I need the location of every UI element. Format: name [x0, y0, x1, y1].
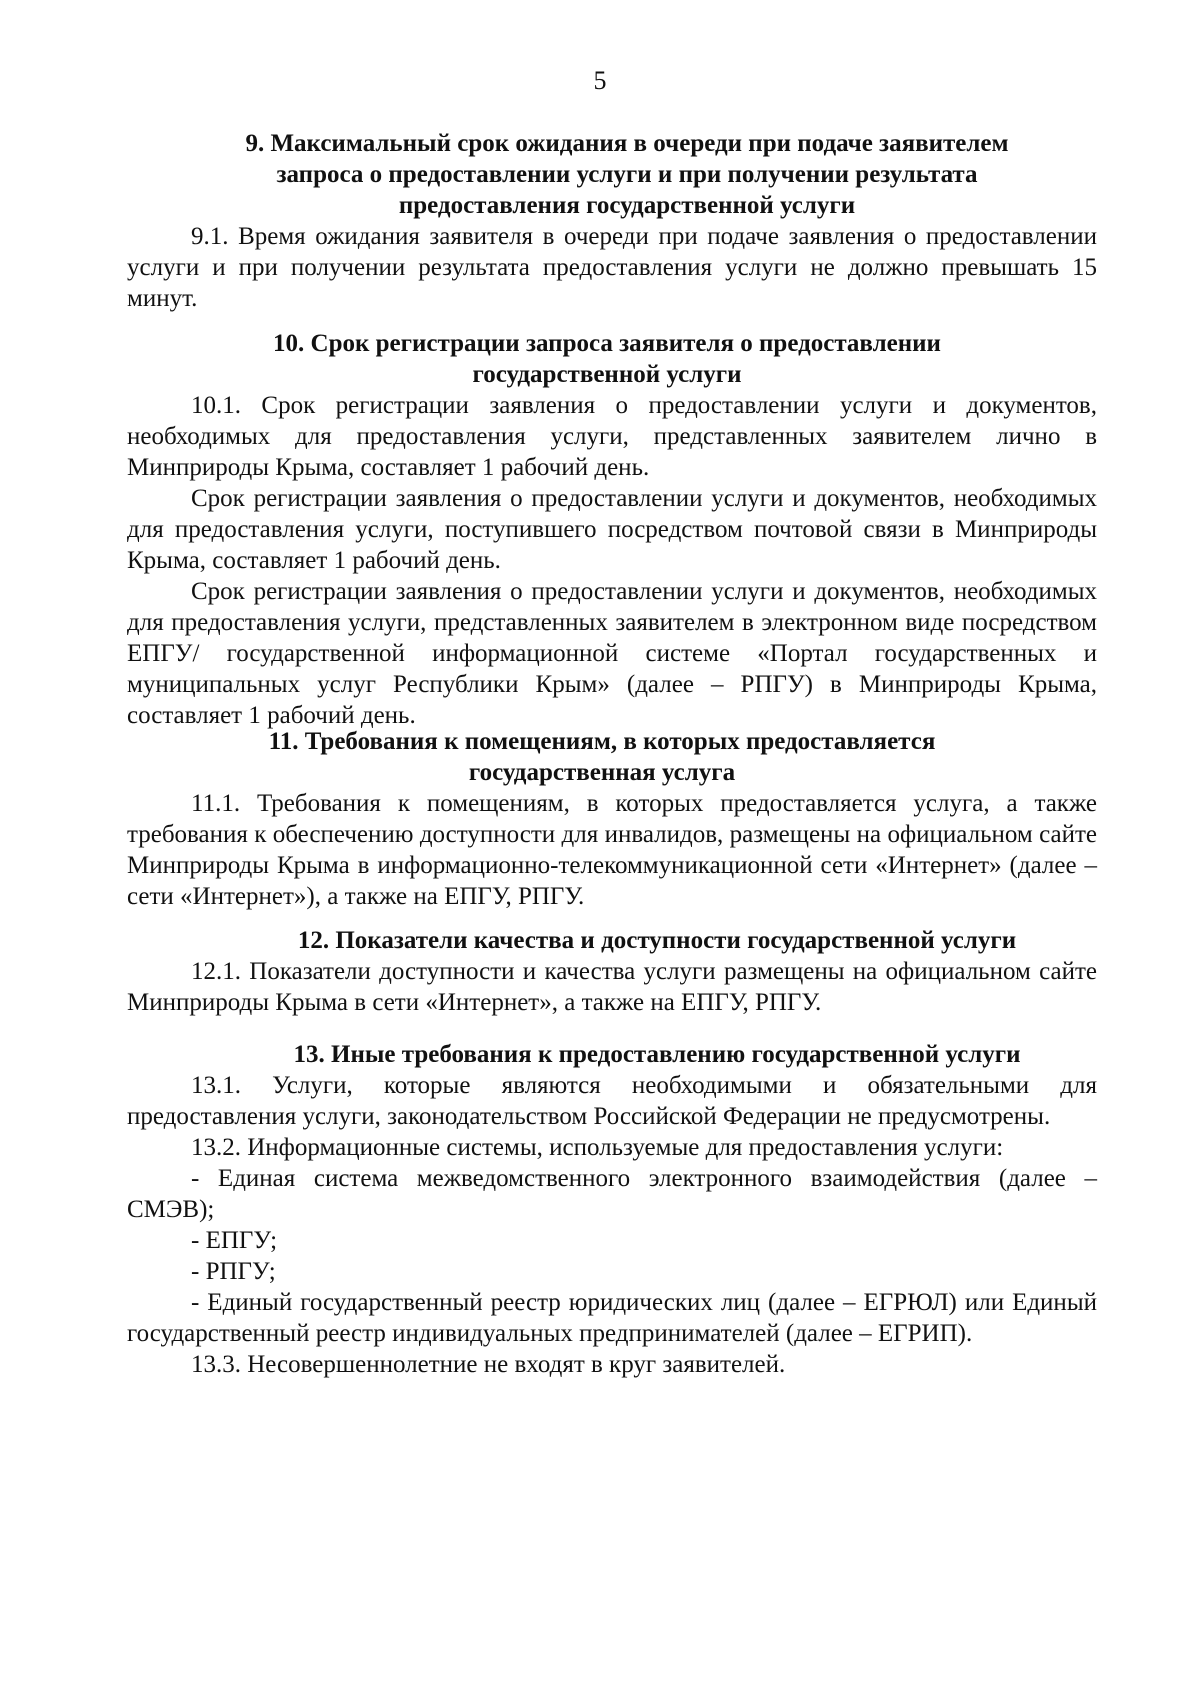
- list-item: - Единый государственный реестр юридических лиц (далее – ЕГРЮЛ) или Единый государственный реестр индивидуальных предпринимателей (далее – ЕГРИП).: [127, 1289, 1097, 1347]
- list-item: - РПГУ;: [191, 1258, 276, 1285]
- paragraph: 13.3. Несовершеннолетние не входят в круг заявителей.: [191, 1351, 786, 1378]
- section-9: [127, 128, 1097, 314]
- list-item: - Единая система межведомственного электронного взаимодействия (далее – СМЭВ);: [127, 1165, 1097, 1223]
- section-12: [127, 925, 1097, 1018]
- page-number: 5: [593, 66, 607, 95]
- list-item: - ЕПГУ;: [191, 1227, 278, 1254]
- section-13: [127, 1039, 1097, 1380]
- section-heading: 9. Максимальный срок ожидания в очереди при подаче заявителем запроса о предоставлении услуги и при получении результата предоставления государственной услуги: [245, 130, 1009, 219]
- paragraph: 13.2. Информационные системы, используемые для предоставления услуги:: [191, 1134, 1004, 1161]
- paragraph: Срок регистрации заявления о предоставлении услуги и документов, необходимых для предоставления услуги, представленных заявителем в электронном виде посредством ЕПГУ/ государственной информационной системе «Портал государственных и муниципальных услуг Республики Крым» (далее – РПГУ) в Минприроды Крыма, составляет 1 рабочий день.: [127, 578, 1097, 729]
- paragraph: 11.1. Требования к помещениям, в которых предоставляется услуга, а также требования к обеспечению доступности для инвалидов, размещены на официальном сайте Минприроды Крыма в информационно-телекоммуникационной сети «Интернет» (далее – сети «Интернет»), а также на ЕПГУ, РПГУ.: [127, 790, 1097, 910]
- paragraph: 9.1. Время ожидания заявителя в очереди при подаче заявления о предоставлении услуги и при получении результата предоставления услуги не должно превышать 15 минут.: [127, 223, 1097, 312]
- section-heading: 12. Показатели качества и доступности государственной услуги: [297, 927, 1017, 954]
- paragraph: 13.1. Услуги, которые являются необходимыми и обязательными для предоставления услуги, законодательством Российской Федерации не предусмотрены.: [127, 1072, 1097, 1130]
- section-11: [127, 726, 1097, 912]
- section-heading: 10. Срок регистрации запроса заявителя о предоставлении государственной услуги: [273, 330, 941, 388]
- section-heading: 11. Требования к помещениям, в которых предоставляется государственная услуга: [268, 728, 936, 786]
- paragraph: 10.1. Срок регистрации заявления о предоставлении услуги и документов, необходимых для предоставления услуги, представленных заявителем лично в Минприроды Крыма, составляет 1 рабочий день.: [127, 392, 1097, 481]
- section-10: [127, 328, 1097, 731]
- paragraph: Срок регистрации заявления о предоставлении услуги и документов, необходимых для предоставления услуги, поступившего посредством почтовой связи в Минприроды Крыма, составляет 1 рабочий день.: [127, 485, 1097, 574]
- paragraph: 12.1. Показатели доступности и качества услуги размещены на официальном сайте Минприроды Крыма в сети «Интернет», а также на ЕПГУ, РПГУ.: [127, 958, 1097, 1016]
- section-heading: 13. Иные требования к предоставлению государственной услуги: [293, 1041, 1021, 1068]
